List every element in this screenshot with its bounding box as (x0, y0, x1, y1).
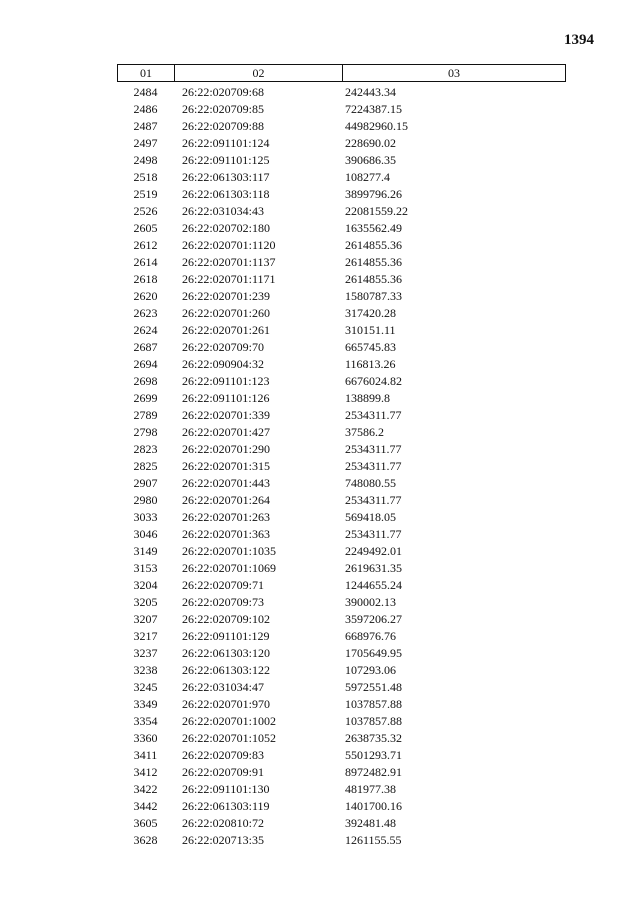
value-cell: 310151.11 (345, 323, 396, 337)
cadastral-number-cell: 26:22:091101:125 (182, 153, 270, 167)
value-cell: 5501293.71 (345, 748, 402, 762)
cadastral-number-cell: 26:22:091101:130 (182, 782, 270, 796)
value-cell: 1635562.49 (345, 221, 402, 235)
value-cell: 22081559.22 (345, 204, 408, 218)
row-id-cell: 3360 (133, 731, 158, 745)
table-row (117, 628, 566, 645)
table-row (117, 152, 566, 169)
table-row (117, 526, 566, 543)
value-cell: 2534311.77 (345, 527, 402, 541)
page-number: 1394 (564, 32, 594, 48)
value-cell: 2534311.77 (345, 459, 402, 473)
value-cell: 2534311.77 (345, 493, 402, 507)
value-cell: 317420.28 (345, 306, 396, 320)
cadastral-number-cell: 26:22:020709:91 (182, 765, 265, 779)
row-id-cell: 3605 (133, 816, 158, 830)
cadastral-number-cell: 26:22:020709:68 (182, 85, 265, 99)
cadastral-number-cell: 26:22:020709:70 (182, 340, 265, 354)
cadastral-number-cell: 26:22:020709:102 (182, 612, 271, 626)
cadastral-number-cell: 26:22:020701:1035 (182, 544, 277, 558)
row-id-cell: 3412 (133, 765, 158, 779)
value-cell: 2614855.36 (345, 272, 402, 286)
cadastral-number-cell: 26:22:020701:1120 (182, 238, 276, 252)
value-cell: 2614855.36 (345, 255, 402, 269)
table-row (117, 203, 566, 220)
value-cell: 228690.02 (345, 136, 396, 150)
row-id-cell: 3237 (133, 646, 158, 660)
cadastral-number-cell: 26:22:061303:118 (182, 187, 270, 201)
value-cell: 2614855.36 (345, 238, 402, 252)
cadastral-number-cell: 26:22:031034:43 (182, 204, 265, 218)
cadastral-number-cell: 26:22:020709:73 (182, 595, 265, 609)
value-cell: 569418.05 (345, 510, 396, 524)
table-row (117, 594, 566, 611)
cadastral-number-cell: 26:22:091101:126 (182, 391, 270, 405)
row-id-cell: 2823 (133, 442, 158, 456)
table-row (117, 509, 566, 526)
cadastral-number-cell: 26:22:061303:117 (182, 170, 270, 184)
row-id-cell: 3245 (133, 680, 158, 694)
table-header (117, 64, 566, 82)
row-id-cell: 2618 (133, 272, 158, 286)
table-body (117, 84, 566, 849)
table-row (117, 186, 566, 203)
table-row (117, 815, 566, 832)
row-id-cell: 2825 (133, 459, 158, 473)
row-id-cell: 2526 (133, 204, 158, 218)
row-id-cell: 2612 (133, 238, 158, 252)
table-row (117, 271, 566, 288)
table-row (117, 560, 566, 577)
table-row (117, 730, 566, 747)
cadastral-number-cell: 26:22:020701:1002 (182, 714, 277, 728)
value-cell: 748080.55 (345, 476, 396, 490)
value-cell: 392481.48 (345, 816, 396, 830)
table-row (117, 679, 566, 696)
table-row (117, 441, 566, 458)
cadastral-number-cell: 26:22:020701:239 (182, 289, 271, 303)
table-row (117, 424, 566, 441)
column-header-02: 02 (175, 65, 343, 81)
value-cell: 2534311.77 (345, 408, 402, 422)
value-cell: 665745.83 (345, 340, 396, 354)
cadastral-number-cell: 26:22:020701:315 (182, 459, 271, 473)
value-cell: 1580787.33 (345, 289, 402, 303)
column-header-01: 01 (118, 65, 175, 81)
table-row (117, 84, 566, 101)
row-id-cell: 3628 (133, 833, 158, 847)
cadastral-number-cell: 26:22:020701:1069 (182, 561, 277, 575)
value-cell: 1261155.55 (345, 833, 402, 847)
cadastral-number-cell: 26:22:020701:263 (182, 510, 271, 524)
row-id-cell: 2698 (133, 374, 158, 388)
cadastral-number-cell: 26:22:020701:260 (182, 306, 271, 320)
cadastral-number-cell: 26:22:020701:970 (182, 697, 271, 711)
cadastral-number-cell: 26:22:091101:124 (182, 136, 270, 150)
cadastral-number-cell: 26:22:061303:120 (182, 646, 271, 660)
row-id-cell: 2694 (133, 357, 158, 371)
table-row (117, 288, 566, 305)
value-cell: 2534311.77 (345, 442, 402, 456)
value-cell: 1705649.95 (345, 646, 402, 660)
value-cell: 1037857.88 (345, 697, 402, 711)
value-cell: 37586.2 (345, 425, 384, 439)
value-cell: 5972551.48 (345, 680, 402, 694)
row-id-cell: 2486 (133, 102, 158, 116)
table-row (117, 696, 566, 713)
cadastral-number-cell: 26:22:020701:264 (182, 493, 271, 507)
cadastral-number-cell: 26:22:020701:443 (182, 476, 271, 490)
row-id-cell: 3205 (133, 595, 158, 609)
value-cell: 8972482.91 (345, 765, 402, 779)
value-cell: 668976.76 (345, 629, 396, 643)
column-header-03: 03 (448, 65, 460, 80)
row-id-cell: 3411 (133, 748, 158, 762)
table-row (117, 475, 566, 492)
row-id-cell: 3442 (133, 799, 158, 813)
value-cell: 107293.06 (345, 663, 396, 677)
value-cell: 108277.4 (345, 170, 390, 184)
table-row (117, 645, 566, 662)
row-id-cell: 2798 (133, 425, 158, 439)
row-id-cell: 2623 (133, 306, 158, 320)
table-row (117, 492, 566, 509)
table-row (117, 305, 566, 322)
cadastral-number-cell: 26:22:020709:71 (182, 578, 265, 592)
cadastral-number-cell: 26:22:020701:339 (182, 408, 271, 422)
cadastral-number-cell: 26:22:020702:180 (182, 221, 271, 235)
table-row (117, 322, 566, 339)
table-row (117, 169, 566, 186)
value-cell: 481977.38 (345, 782, 396, 796)
value-cell: 138899.8 (345, 391, 390, 405)
row-id-cell: 2624 (133, 323, 158, 337)
cadastral-number-cell: 26:22:020701:363 (182, 527, 271, 541)
row-id-cell: 3422 (133, 782, 158, 796)
row-id-cell: 2980 (133, 493, 158, 507)
cadastral-number-cell: 26:22:020709:83 (182, 748, 265, 762)
value-cell: 1037857.88 (345, 714, 402, 728)
cadastral-number-cell: 26:22:061303:122 (182, 663, 271, 677)
table-row (117, 407, 566, 424)
cadastral-number-cell: 26:22:091101:129 (182, 629, 270, 643)
value-cell: 116813.26 (345, 357, 396, 371)
row-id-cell: 2518 (133, 170, 158, 184)
value-cell: 2638735.32 (345, 731, 402, 745)
table-row (117, 458, 566, 475)
value-cell: 3597206.27 (345, 612, 402, 626)
table-row (117, 713, 566, 730)
table-row (117, 798, 566, 815)
value-cell: 2619631.35 (345, 561, 402, 575)
row-id-cell: 3354 (133, 714, 158, 728)
cadastral-number-cell: 26:22:091101:123 (182, 374, 270, 388)
row-id-cell: 2620 (133, 289, 158, 303)
table-row (117, 118, 566, 135)
row-id-cell: 2498 (133, 153, 158, 167)
row-id-cell: 2614 (133, 255, 158, 269)
row-id-cell: 2789 (133, 408, 158, 422)
value-cell: 2249492.01 (345, 544, 402, 558)
table-row (117, 339, 566, 356)
row-id-cell: 2484 (133, 85, 158, 99)
value-cell: 1244655.24 (345, 578, 402, 592)
cadastral-number-cell: 26:22:020709:88 (182, 119, 265, 133)
row-id-cell: 2907 (133, 476, 158, 490)
cadastral-number-cell: 26:22:020701:1137 (182, 255, 276, 269)
row-id-cell: 2699 (133, 391, 158, 405)
value-cell: 7224387.15 (345, 102, 402, 116)
cadastral-number-cell: 26:22:020810:72 (182, 816, 265, 830)
table-row (117, 764, 566, 781)
row-id-cell: 3153 (133, 561, 158, 575)
cadastral-number-cell: 26:22:020701:1171 (182, 272, 276, 286)
cadastral-number-cell: 26:22:020701:261 (182, 323, 271, 337)
row-id-cell: 3204 (133, 578, 158, 592)
row-id-cell: 2605 (133, 221, 158, 235)
table-row (117, 390, 566, 407)
row-id-cell: 3046 (133, 527, 158, 541)
table-row (117, 237, 566, 254)
row-id-cell: 2487 (133, 119, 158, 133)
table-row (117, 747, 566, 764)
table-row (117, 101, 566, 118)
value-cell: 390002.13 (345, 595, 396, 609)
value-cell: 3899796.26 (345, 187, 402, 201)
value-cell: 242443.34 (345, 85, 396, 99)
row-id-cell: 3149 (133, 544, 158, 558)
value-cell: 6676024.82 (345, 374, 402, 388)
cadastral-number-cell: 26:22:020701:290 (182, 442, 271, 456)
table-row (117, 577, 566, 594)
value-cell: 390686.35 (345, 153, 396, 167)
row-id-cell: 2687 (133, 340, 158, 354)
cadastral-number-cell: 26:22:020701:1052 (182, 731, 277, 745)
table-row (117, 356, 566, 373)
row-id-cell: 3207 (133, 612, 158, 626)
table-row (117, 611, 566, 628)
table-row (117, 220, 566, 237)
value-cell: 44982960.15 (345, 119, 408, 133)
table-row (117, 373, 566, 390)
cadastral-number-cell: 26:22:020709:85 (182, 102, 265, 116)
table-row (117, 781, 566, 798)
row-id-cell: 3033 (133, 510, 158, 524)
value-cell: 1401700.16 (345, 799, 402, 813)
cadastral-number-cell: 26:22:090904:32 (182, 357, 265, 371)
table-row (117, 135, 566, 152)
table-row (117, 832, 566, 849)
row-id-cell: 3349 (133, 697, 158, 711)
row-id-cell: 3238 (133, 663, 158, 677)
table-row (117, 543, 566, 560)
row-id-cell: 3217 (133, 629, 158, 643)
cadastral-number-cell: 26:22:031034:47 (182, 680, 265, 694)
table-row (117, 254, 566, 271)
cadastral-number-cell: 26:22:061303:119 (182, 799, 270, 813)
cadastral-number-cell: 26:22:020701:427 (182, 425, 271, 439)
table-row (117, 662, 566, 679)
cadastral-number-cell: 26:22:020713:35 (182, 833, 265, 847)
row-id-cell: 2497 (133, 136, 158, 150)
row-id-cell: 2519 (133, 187, 158, 201)
